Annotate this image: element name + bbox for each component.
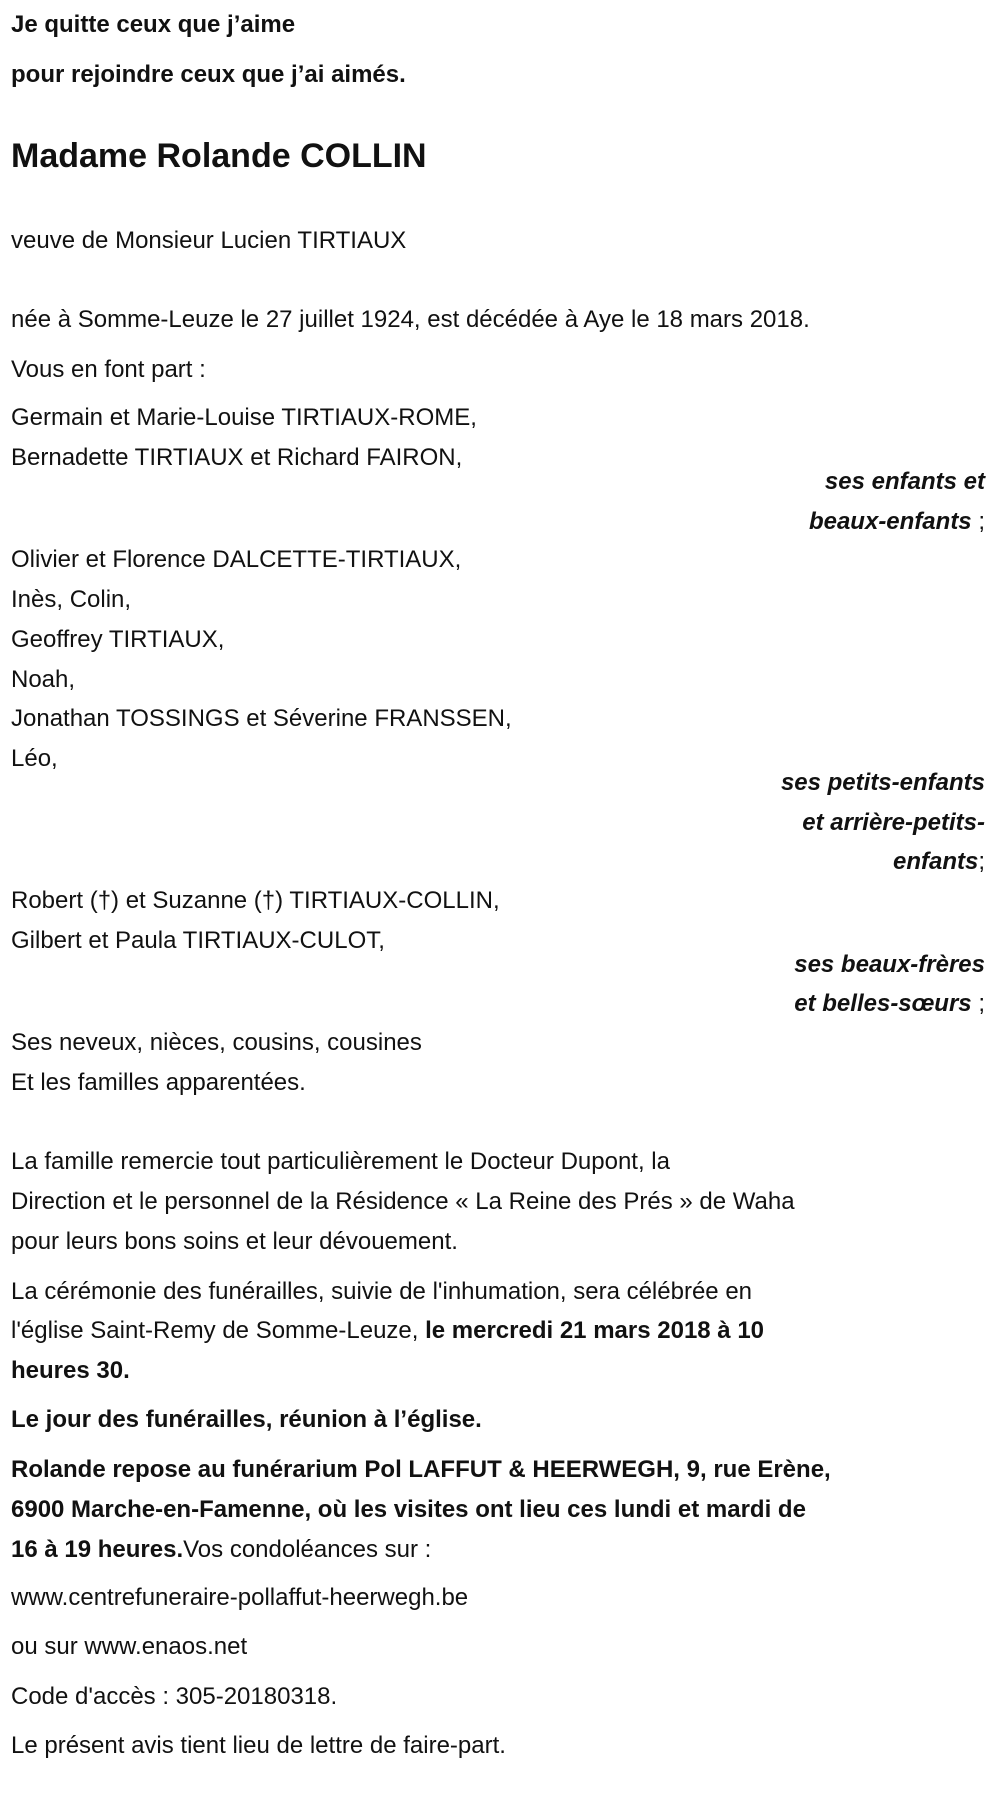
family-line: Gilbert et Paula TIRTIAUX-CULOT, bbox=[11, 927, 385, 954]
website-link[interactable]: www.centrefuneraire-pollaffut-heerwegh.be bbox=[11, 1584, 469, 1611]
widow-of: veuve de Monsieur Lucien TIRTIAUX bbox=[11, 227, 407, 254]
announce: Vous en font part : bbox=[11, 356, 206, 383]
relation-label bbox=[809, 502, 985, 542]
epigraph-line: Je quitte ceux que j’aime bbox=[11, 11, 296, 38]
access-code: Code d'accès : 305-20180318. bbox=[11, 1683, 338, 1710]
thanks-line: La famille remercie tout particulièrement le Docteur Dupont, la bbox=[11, 1148, 670, 1175]
rest-line: Rolande repose au funérarium Pol LAFFUT & HEERWEGH, 9, rue Erène, bbox=[11, 1456, 831, 1483]
relation-label-text: enfants bbox=[892, 848, 979, 875]
family-line: Et les familles apparentées. bbox=[11, 1069, 306, 1096]
condolences-intro: Vos condoléances sur : bbox=[183, 1536, 432, 1563]
family-line: Robert (†) et Suzanne (†) TIRTIAUX-COLLIN, bbox=[11, 887, 500, 914]
ceremony-line: La cérémonie des funérailles, suivie de l'inhumation, sera célébrée en bbox=[11, 1278, 753, 1305]
family-line: Inès, Colin, bbox=[11, 586, 132, 613]
closing-note: Le présent avis tient lieu de lettre de faire-part. bbox=[11, 1732, 506, 1759]
website-link-alt[interactable]: ou sur www.enaos.net bbox=[11, 1633, 248, 1660]
family-line: Ses neveux, nièces, cousins, cousines bbox=[11, 1029, 422, 1056]
family-line: Jonathan TOSSINGS et Séverine FRANSSEN, bbox=[11, 705, 512, 732]
family-line: Geoffrey TIRTIAUX, bbox=[11, 626, 225, 653]
relation-label-text: et belles-sœurs bbox=[794, 990, 972, 1017]
ceremony-time: heures 30. bbox=[11, 1357, 130, 1384]
relation-label: ses petits-enfants bbox=[780, 769, 985, 796]
semicolon: ; bbox=[978, 990, 985, 1017]
family-line: Bernadette TIRTIAUX et Richard FAIRON, bbox=[11, 444, 463, 471]
ceremony-place: l'église Saint-Remy de Somme-Leuze, bbox=[11, 1317, 426, 1344]
relation-label-text: beaux-enfants bbox=[808, 508, 972, 535]
family-line: Olivier et Florence DALCETTE-TIRTIAUX, bbox=[11, 546, 462, 573]
epigraph-line: pour rejoindre ceux que j’ai aimés. bbox=[11, 61, 406, 88]
relation-label bbox=[893, 842, 985, 882]
relation-label: et arrière-petits- bbox=[802, 809, 985, 836]
relation-label bbox=[794, 984, 985, 1024]
deceased-name: Madame Rolande COLLIN bbox=[11, 137, 427, 175]
semicolon: ; bbox=[978, 508, 985, 535]
relation-label: ses beaux-frères bbox=[794, 951, 985, 978]
relation-label: ses enfants et bbox=[824, 468, 985, 495]
thanks-line: pour leurs bons soins et leur dévouement. bbox=[11, 1228, 458, 1255]
family-line: Noah, bbox=[11, 666, 76, 693]
semicolon: ; bbox=[978, 848, 985, 875]
visit-hours: 16 à 19 heures. bbox=[11, 1536, 184, 1563]
thanks-line: Direction et le personnel de la Résidence « La Reine des Prés » de Waha bbox=[11, 1188, 795, 1215]
ceremony-line bbox=[11, 1311, 764, 1351]
family-line: Germain et Marie-Louise TIRTIAUX-ROME, bbox=[11, 404, 477, 431]
rest-line: 6900 Marche-en-Famenne, où les visites ont lieu ces lundi et mardi de bbox=[11, 1496, 806, 1523]
rest-line bbox=[11, 1530, 431, 1570]
meeting-info: Le jour des funérailles, réunion à l’église. bbox=[11, 1406, 482, 1433]
family-line: Léo, bbox=[11, 745, 58, 772]
ceremony-date: le mercredi 21 mars 2018 à 10 bbox=[425, 1317, 765, 1344]
birth-death: née à Somme-Leuze le 27 juillet 1924, est décédée à Aye le 18 mars 2018. bbox=[11, 306, 810, 333]
